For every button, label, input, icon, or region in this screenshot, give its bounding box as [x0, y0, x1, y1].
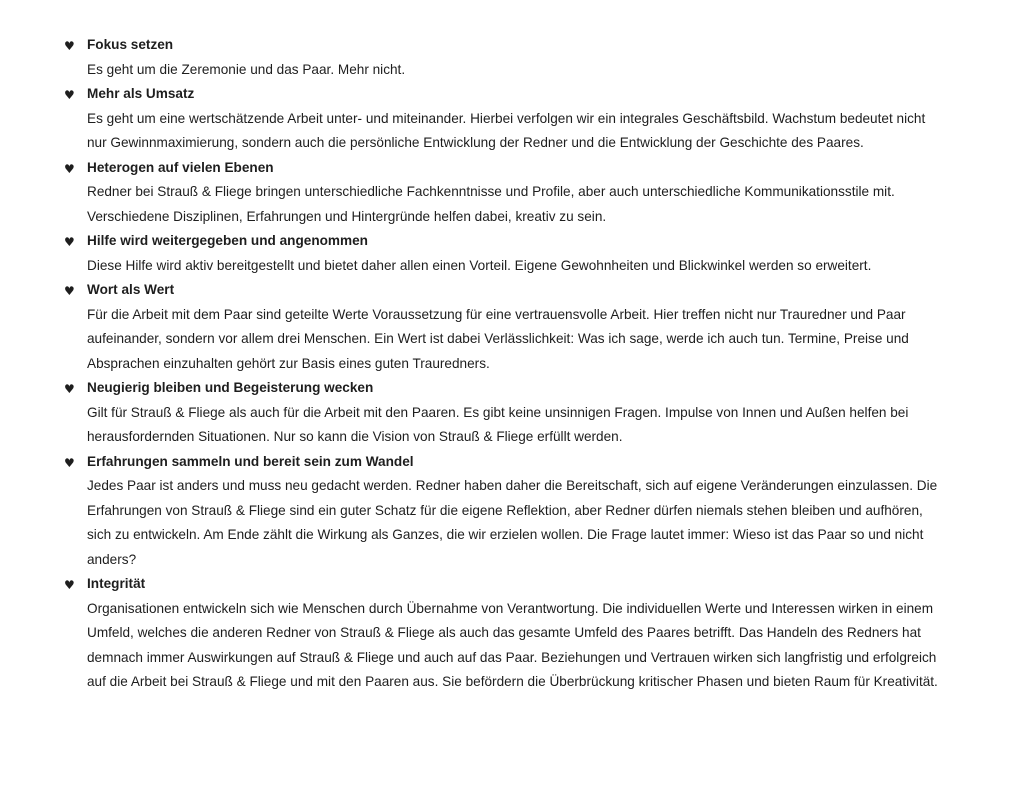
item-heading: Heterogen auf vielen Ebenen — [87, 159, 274, 175]
heart-bullet-icon: ♥ — [64, 39, 75, 53]
item-text: Es geht um die Zeremonie und das Paar. Mehr nicht. — [87, 61, 406, 77]
item-heading: Integrität — [87, 576, 146, 591]
list-item — [63, 229, 943, 278]
heart-bullet-icon: ♥ — [64, 455, 75, 470]
list-item — [63, 33, 943, 82]
item-text: Organisationen entwickeln sich wie Menschen durch Übernahme von Verantwortung. Die individuellen Werte und Interessen wirken in einem Umfeld, welches die anderen Redner von Strauß & Fliege als auch das gesamte Umfeld des Paares betrifft. Das Handeln des Redners hat demnach immer Auswirkungen auf Strauß & Fliege und auch auf das Paar. Beziehungen und Vertrauen wirken sich langfristig und erfolgreich auf die Arbeit bei Strauß & Fliege und mit den Paaren aus. Sie befördern die Überbrückung kritischer Phasen und bieten Raum für Kreativität. — [87, 600, 938, 689]
heart-bullet-icon: ♥ — [64, 578, 75, 592]
item-heading: Erfahrungen sammeln und bereit sein zum Wandel — [87, 453, 414, 469]
list-item — [63, 156, 943, 230]
list-item — [63, 450, 943, 573]
item-text: Diese Hilfe wird aktiv bereitgestellt und bietet daher allen einen Vorteil. Eigene Gewohnheiten und Blickwinkel werden so erweitert. — [87, 257, 872, 273]
list-item — [63, 572, 943, 695]
item-text: Für die Arbeit mit dem Paar sind geteilte Werte Voraussetzung für eine vertrauensvolle Arbeit. Hier treffen nicht nur Trauredner und Paar aufeinander, sondern vor allem drei Menschen. Ein Wert ist dabei Verlässlichkeit: Was ich sage, werde ich auch tun. Termine, Preise und Absprachen einzuhalten gehört zur Basis eines guten Trauredners. — [87, 306, 909, 371]
item-heading: Mehr als Umsatz — [87, 86, 195, 101]
list-item — [63, 278, 943, 376]
heart-bullet-icon: ♥ — [64, 235, 75, 249]
heart-bullet-icon: ♥ — [64, 161, 75, 176]
item-heading: Hilfe wird weitergegeben und angenommen — [87, 233, 368, 248]
item-text: Gilt für Strauß & Fliege als auch für die Arbeit mit den Paaren. Es gibt keine unsinnigen Fragen. Impulse von Innen und Außen helfen bei herausfordernden Situationen. Nur so kann die Vision von Strauß & Fliege erfüllt werden. — [87, 404, 909, 444]
item-text: Redner bei Strauß & Fliege bringen unterschiedliche Fachkenntnisse und Profile, aber auch unterschiedliche Kommunikationsstile mit. Verschiedene Disziplinen, Erfahrungen und Hintergründe helfen dabei, kreativ zu sein. — [87, 184, 895, 224]
values-document — [63, 33, 943, 695]
item-text: Jedes Paar ist anders und muss neu gedacht werden. Redner haben daher die Bereitschaft, sich auf eigene Veränderungen einzulassen. Die Erfahrungen von Strauß & Fliege sind ein guter Schatz für die eigene Reflektion, aber Redner dürfen niemals stehen bleiben und aufhören, sich zu entwickeln. Am Ende zählt die Wirkung als Ganzes, die wir erzielen wollen. Die Frage lautet immer: Wieso ist das Paar so und nicht anders? — [87, 478, 938, 567]
item-text: Es geht um eine wertschätzende Arbeit unter- und miteinander. Hierbei verfolgen wir ein integrales Geschäftsbild. Wachstum bedeutet nicht nur Gewinnmaximierung, sondern auch die persönliche Entwicklung der Redner und die Entwicklung der Geschichte des Paares. — [87, 110, 926, 150]
heart-bullet-icon: ♥ — [64, 284, 75, 298]
item-heading: Wort als Wert — [87, 282, 175, 297]
item-heading: Neugierig bleiben und Begeisterung wecken — [87, 380, 374, 395]
item-heading: Fokus setzen — [87, 37, 174, 52]
list-item — [63, 82, 943, 156]
heart-bullet-icon: ♥ — [64, 88, 75, 102]
list-item — [63, 376, 943, 450]
heart-bullet-icon: ♥ — [64, 382, 75, 396]
